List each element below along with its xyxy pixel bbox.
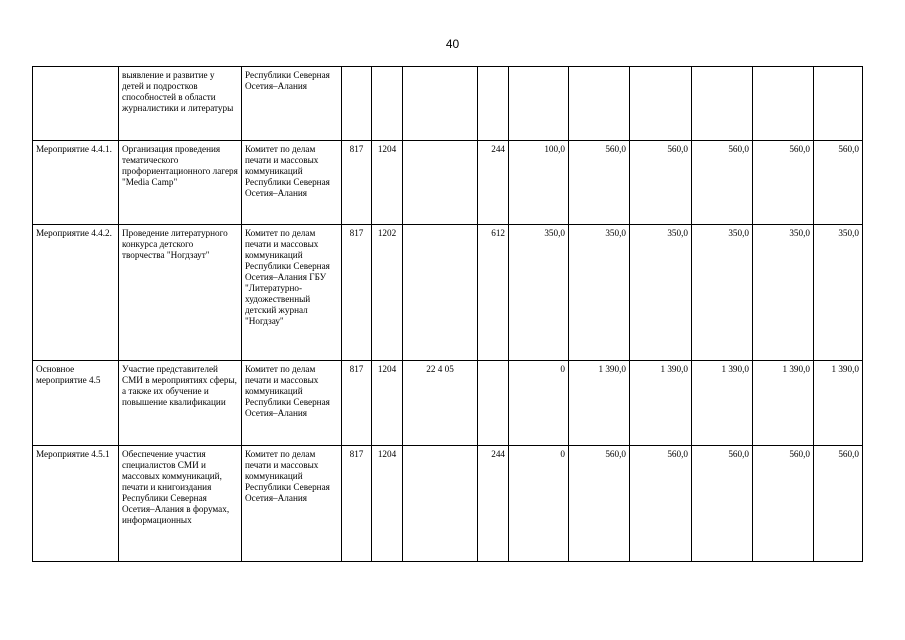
event-name-cell: выявление и развитие у детей и подростков способностей в области журналистики и литературы — [119, 67, 242, 141]
amount-2019-cell — [509, 67, 569, 141]
budget-table — [32, 66, 863, 562]
amount-2019-cell: 0 — [509, 446, 569, 562]
target-code-cell — [403, 225, 478, 361]
executor-cell: Комитет по делам печати и массовых коммуникаций Республики Северная Осетия–Алания — [242, 141, 342, 225]
executor-cell: Комитет по делам печати и массовых коммуникаций Республики Северная Осетия–Алания ГБУ "Литературно-художественный детский журнал "Ногдзау" — [242, 225, 342, 361]
amount-2024-cell: 560,0 — [814, 446, 863, 562]
target-code-cell — [403, 141, 478, 225]
amount-2020-cell: 1 390,0 — [569, 361, 630, 446]
event-id-cell: Основное мероприятие 4.5 — [33, 361, 119, 446]
amount-2024-cell: 560,0 — [814, 141, 863, 225]
event-name-cell: Участие представителей СМИ в мероприятиях сферы, а также их обучение и повышение квалификации — [119, 361, 242, 446]
expense-type-cell — [478, 361, 509, 446]
section-code-cell: 1202 — [372, 225, 403, 361]
amount-2022-cell: 1 390,0 — [692, 361, 753, 446]
amount-2021-cell: 560,0 — [630, 141, 692, 225]
table-row — [33, 225, 863, 361]
amount-2023-cell: 560,0 — [753, 141, 814, 225]
page-number: 40 — [445, 37, 460, 51]
executor-cell: Комитет по делам печати и массовых коммуникаций Республики Северная Осетия–Алания — [242, 446, 342, 562]
expense-type-cell: 244 — [478, 446, 509, 562]
amount-2023-cell: 350,0 — [753, 225, 814, 361]
event-id-cell — [33, 67, 119, 141]
target-code-cell — [403, 67, 478, 141]
event-id-cell: Мероприятие 4.5.1 — [33, 446, 119, 562]
amount-2022-cell: 350,0 — [692, 225, 753, 361]
section-code-cell: 1204 — [372, 446, 403, 562]
amount-2020-cell: 560,0 — [569, 446, 630, 562]
amount-2022-cell — [692, 67, 753, 141]
target-code-cell — [403, 446, 478, 562]
grbs-code-cell — [342, 67, 372, 141]
amount-2021-cell: 560,0 — [630, 446, 692, 562]
amount-2020-cell — [569, 67, 630, 141]
amount-2024-cell: 350,0 — [814, 225, 863, 361]
expense-type-cell: 612 — [478, 225, 509, 361]
event-id-cell: Мероприятие 4.4.1. — [33, 141, 119, 225]
event-name-cell: Организация проведения тематического профориентационного лагеря "Media Camp" — [119, 141, 242, 225]
grbs-code-cell: 817 — [342, 225, 372, 361]
grbs-code-cell: 817 — [342, 361, 372, 446]
amount-2023-cell: 1 390,0 — [753, 361, 814, 446]
amount-2021-cell — [630, 67, 692, 141]
amount-2019-cell: 0 — [509, 361, 569, 446]
table-row — [33, 141, 863, 225]
section-code-cell — [372, 67, 403, 141]
amount-2019-cell: 350,0 — [509, 225, 569, 361]
executor-cell: Республики Северная Осетия–Алания — [242, 67, 342, 141]
executor-cell: Комитет по делам печати и массовых коммуникаций Республики Северная Осетия–Алания — [242, 361, 342, 446]
amount-2021-cell: 350,0 — [630, 225, 692, 361]
table-row — [33, 67, 863, 141]
amount-2022-cell: 560,0 — [692, 446, 753, 562]
amount-2019-cell: 100,0 — [509, 141, 569, 225]
target-code-cell: 22 4 05 — [403, 361, 478, 446]
amount-2023-cell: 560,0 — [753, 446, 814, 562]
grbs-code-cell: 817 — [342, 446, 372, 562]
event-id-cell: Мероприятие 4.4.2. — [33, 225, 119, 361]
section-code-cell: 1204 — [372, 141, 403, 225]
amount-2020-cell: 560,0 — [569, 141, 630, 225]
event-name-cell: Проведение литературного конкурса детского творчества "Ногдзаут" — [119, 225, 242, 361]
amount-2024-cell: 1 390,0 — [814, 361, 863, 446]
amount-2024-cell — [814, 67, 863, 141]
table-row — [33, 361, 863, 446]
expense-type-cell — [478, 67, 509, 141]
expense-type-cell: 244 — [478, 141, 509, 225]
amount-2020-cell: 350,0 — [569, 225, 630, 361]
amount-2022-cell: 560,0 — [692, 141, 753, 225]
amount-2021-cell: 1 390,0 — [630, 361, 692, 446]
table-row — [33, 446, 863, 562]
section-code-cell: 1204 — [372, 361, 403, 446]
grbs-code-cell: 817 — [342, 141, 372, 225]
event-name-cell: Обеспечение участия специалистов СМИ и массовых коммуникаций, печати и книгоиздания Республики Северная Осетия–Алания в форумах, информационных — [119, 446, 242, 562]
amount-2023-cell — [753, 67, 814, 141]
